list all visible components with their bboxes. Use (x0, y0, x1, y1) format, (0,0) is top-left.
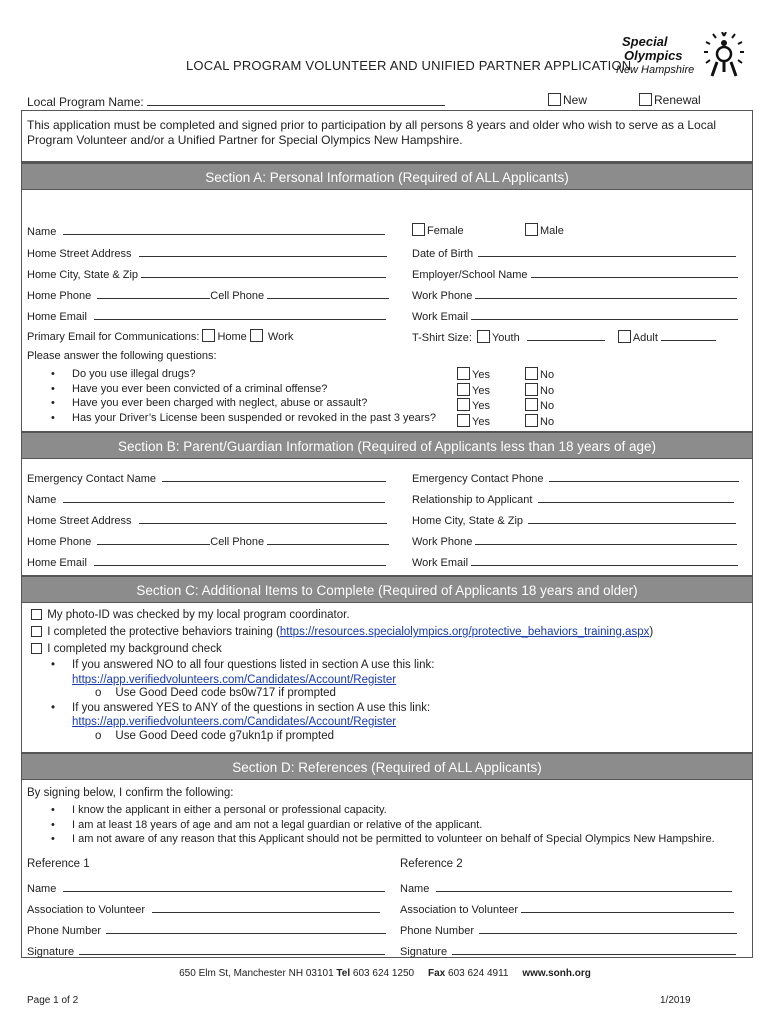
primary-work-checkbox[interactable] (250, 329, 263, 342)
phone-row (27, 287, 389, 302)
primary-home-label: Home (217, 331, 247, 343)
training-text: I completed the protective behaviors training ( (47, 626, 280, 638)
female-label: Female (427, 225, 464, 237)
ref1-phone-row (27, 922, 386, 937)
yes-column (457, 367, 490, 429)
section-a-header: Section A: Personal Information (Required of ALL Applicants) (21, 163, 753, 190)
yes-label: Yes (472, 415, 490, 428)
new-checkbox[interactable] (548, 93, 561, 106)
local-program-input[interactable] (147, 94, 445, 106)
q2-yes-checkbox[interactable] (457, 383, 470, 396)
new-label: New (563, 93, 588, 107)
local-program-label: Local Program Name: (27, 95, 144, 109)
guardian-home-email-label: Home Email (27, 557, 87, 569)
guardian-name-input[interactable] (63, 491, 385, 503)
confirm-list (27, 803, 715, 847)
guardian-street-row (27, 512, 387, 527)
guardian-work-phone-input[interactable] (475, 533, 737, 545)
code1-text: Use Good Deed code bs0w717 if prompted (115, 687, 336, 699)
logo-figure-icon (702, 32, 746, 80)
home-phone-label: Home Phone (27, 290, 92, 302)
background-check-item (31, 643, 222, 655)
no-label: No (540, 415, 555, 428)
question-item: • Have you ever been convicted of a criminal offense? (27, 382, 447, 397)
no-column (525, 367, 554, 429)
home-email-label: Home Email (27, 311, 87, 323)
q2-no-checkbox[interactable] (525, 383, 538, 396)
city-input[interactable] (141, 266, 386, 278)
adult-checkbox[interactable] (618, 330, 631, 343)
renewal-label: Renewal (654, 93, 701, 107)
guardian-home-email-input[interactable] (94, 554, 386, 566)
ref1-association-input[interactable] (152, 901, 380, 913)
renewal-checkbox[interactable] (639, 93, 652, 106)
tshirt-label: T-Shirt Size: (412, 332, 472, 344)
guardian-home-phone-label: Home Phone (27, 536, 92, 548)
photo-id-text: My photo-ID was checked by my local program coordinator. (47, 609, 350, 621)
ref2-signature-row (400, 943, 736, 958)
guardian-phone-row (27, 533, 389, 548)
guardian-home-phone-input[interactable] (97, 533, 210, 545)
training-text-end: ) (649, 626, 654, 638)
emergency-phone-input[interactable] (549, 470, 739, 482)
yes-label: Yes (472, 400, 490, 412)
ref2-phone-label: Phone Number (400, 925, 474, 937)
logo-line-3: New Hampshire (616, 64, 695, 76)
no-label: No (540, 400, 555, 412)
verified-volunteers-link-2[interactable]: https://app.verifiedvolunteers.com/Candidates/Account/Register (72, 716, 397, 728)
ref1-phone-input[interactable] (106, 922, 386, 934)
confirm-item: • I am at least 18 years of age and am not a legal guardian or relative of the applicant. (27, 818, 715, 833)
no-answer-item (27, 658, 434, 687)
footer-tel: 603 624 1250 (352, 968, 415, 979)
confirm-item: • I know the applicant in either a personal or professional capacity. (27, 803, 715, 818)
work-email-label: Work Email (412, 311, 469, 323)
question-item: • Have you ever been charged with neglect, abuse or assault? (27, 396, 447, 411)
dob-label: Date of Birth (412, 248, 474, 260)
code2-item: o Use Good Deed code g7ukn1p if prompted (95, 729, 335, 742)
ref1-association-label: Association to Volunteer (27, 904, 146, 916)
ref2-association-row (400, 901, 734, 916)
yes-label: Yes (472, 369, 490, 381)
emergency-name-input[interactable] (162, 470, 386, 482)
dob-row (412, 245, 736, 260)
q4-no-checkbox[interactable] (525, 414, 538, 427)
guardian-work-email-row (412, 554, 738, 569)
logo-line-2: Olympics (624, 48, 683, 63)
home-phone-input[interactable] (97, 287, 210, 299)
section-c-header: Section C: Additional Items to Complete (Required of Applicants 18 years and older) (21, 576, 753, 603)
q1-yes-checkbox[interactable] (457, 367, 470, 380)
ref2-association-input[interactable] (521, 901, 734, 913)
guardian-home-email-row (27, 554, 386, 569)
adult-label: Adult (632, 332, 658, 344)
work-phone-row (412, 287, 737, 302)
new-option (548, 93, 587, 107)
training-link[interactable]: https://resources.specialolympics.org/protective_behaviors_training.aspx (279, 626, 650, 638)
background-check-checkbox[interactable] (31, 643, 42, 654)
footer-fax-label: Fax (428, 968, 446, 979)
tshirt-row (412, 329, 716, 344)
home-email-input[interactable] (94, 308, 386, 320)
emergency-name-row (27, 470, 386, 485)
question-item: • Has your Driver’s License been suspended or revoked in the past 3 years? (27, 411, 447, 426)
confirm-text: By signing below, I confirm the following: (27, 787, 234, 799)
footer-fax: 603 624 4911 (448, 968, 509, 979)
ref2-association-label: Association to Volunteer (400, 904, 519, 916)
background-instructions (27, 658, 434, 743)
reference-1-title: Reference 1 (27, 858, 90, 870)
training-item (31, 626, 653, 638)
cell-phone-input[interactable] (267, 287, 389, 299)
guardian-street-label: Home Street Address (27, 515, 132, 527)
city-label: Home City, State & Zip (27, 269, 139, 281)
intro-text: This application must be completed and signed prior to participation by all persons 8 years and older who wish to serve as a Local Program Volunteer and/or a Unified Partner for Special Olympics New Hampshire. (27, 118, 717, 147)
city-row (27, 266, 386, 281)
ref1-name-row (27, 880, 385, 895)
yes-answer-item (27, 701, 434, 730)
footer-contact (0, 968, 770, 979)
employer-label: Employer/School Name (412, 269, 528, 281)
photo-id-checkbox[interactable] (31, 609, 42, 620)
ref1-signature-input[interactable] (79, 943, 385, 955)
code1-item: o Use Good Deed code bs0w717 if prompted (95, 687, 336, 699)
ref2-name-row (400, 880, 732, 895)
local-program-row (27, 94, 445, 109)
guardian-name-label: Name (27, 494, 57, 506)
guardian-city-row (412, 512, 736, 527)
ref1-signature-label: Signature (27, 946, 75, 958)
ref2-signature-input[interactable] (452, 943, 736, 955)
verified-volunteers-link-1[interactable]: https://app.verifiedvolunteers.com/Candidates/Account/Register (72, 673, 397, 686)
primary-home-checkbox[interactable] (202, 329, 215, 342)
male-checkbox[interactable] (525, 223, 538, 236)
ref1-phone-label: Phone Number (27, 925, 101, 937)
guardian-name-row (27, 491, 385, 506)
employer-row (412, 266, 738, 281)
relationship-row (412, 491, 734, 506)
work-email-row (412, 308, 738, 323)
primary-email-row (27, 329, 293, 343)
ref1-name-input[interactable] (63, 880, 385, 892)
cell-phone-label: Cell Phone (210, 290, 265, 302)
guardian-cell-phone-label: Cell Phone (210, 536, 265, 548)
section-d-header: Section D: References (Required of ALL Applicants) (21, 753, 753, 780)
no-label: No (540, 384, 555, 397)
employer-input[interactable] (531, 266, 738, 278)
yes-label: Yes (472, 384, 490, 397)
training-checkbox[interactable] (31, 626, 42, 637)
street-row (27, 245, 387, 260)
ref1-name-label: Name (27, 883, 57, 895)
adult-size-input[interactable] (661, 329, 716, 341)
female-option (412, 223, 464, 237)
relationship-input[interactable] (538, 491, 734, 503)
relationship-label: Relationship to Applicant (412, 494, 533, 506)
primary-email-label: Primary Email for Communications: (27, 331, 200, 343)
section-b-header: Section B: Parent/Guardian Information (Required of Applicants less than 18 years of age) (21, 432, 753, 459)
work-phone-label: Work Phone (412, 290, 473, 302)
yes-answer-text: If you answered YES to ANY of the questions in section A use this link: (72, 701, 431, 714)
q3-yes-checkbox[interactable] (457, 398, 470, 411)
guardian-city-input[interactable] (528, 512, 736, 524)
emergency-phone-label: Emergency Contact Phone (412, 473, 544, 485)
male-label: Male (540, 225, 564, 237)
ref2-signature-label: Signature (400, 946, 448, 958)
q4-yes-checkbox[interactable] (457, 414, 470, 427)
question-item: • Do you use illegal drugs? (27, 367, 447, 382)
special-olympics-logo (614, 32, 754, 80)
guardian-work-phone-label: Work Phone (412, 536, 473, 548)
youth-size-input[interactable] (527, 329, 605, 341)
footer-address: 650 Elm St, Manchester NH 03101 (179, 968, 334, 979)
q3-no-checkbox[interactable] (525, 398, 538, 411)
photo-id-item (31, 609, 350, 621)
footer-web[interactable]: www.sonh.org (522, 968, 591, 979)
logo-line-1: Special (622, 34, 668, 49)
work-phone-input[interactable] (475, 287, 737, 299)
footer-tel-label: Tel (336, 968, 351, 979)
guardian-city-label: Home City, State & Zip (412, 515, 524, 527)
name-input[interactable] (63, 223, 385, 235)
questions-title: Please answer the following questions: (27, 350, 217, 362)
emergency-phone-row (412, 470, 739, 485)
revision-date: 1/2019 (660, 995, 691, 1006)
street-input[interactable] (139, 245, 387, 257)
home-email-row (27, 308, 386, 323)
form-title: LOCAL PROGRAM VOLUNTEER AND UNIFIED PARTNER APPLICATION (186, 58, 632, 73)
street-label: Home Street Address (27, 248, 132, 260)
code2-text: Use Good Deed code g7ukn1p if prompted (115, 729, 335, 742)
q1-no-checkbox[interactable] (525, 367, 538, 380)
male-option (525, 223, 564, 237)
guardian-street-input[interactable] (139, 512, 387, 524)
female-checkbox[interactable] (412, 223, 425, 236)
ref2-name-label: Name (400, 883, 430, 895)
emergency-name-label: Emergency Contact Name (27, 473, 156, 485)
questions-list (27, 367, 447, 425)
youth-label: Youth (491, 332, 520, 344)
ref2-phone-input[interactable] (479, 922, 737, 934)
ref1-association-row (27, 901, 380, 916)
youth-checkbox[interactable] (477, 330, 490, 343)
work-email-input[interactable] (471, 308, 738, 320)
name-row (27, 223, 385, 238)
confirm-item: • I am not aware of any reason that this Applicant should not be permitted to volunteer on behalf of Special Olympics New Hampshire. (27, 832, 715, 847)
renewal-option (639, 93, 701, 107)
name-label: Name (27, 226, 57, 238)
ref2-phone-row (400, 922, 737, 937)
ref1-signature-row (27, 943, 385, 958)
no-label: No (540, 369, 555, 381)
reference-2-title: Reference 2 (400, 858, 463, 870)
ref2-name-input[interactable] (436, 880, 732, 892)
no-answer-text: If you answered NO to all four questions listed in section A use this link: (72, 659, 435, 671)
dob-input[interactable] (478, 245, 736, 257)
guardian-work-email-label: Work Email (412, 557, 469, 569)
guardian-work-email-input[interactable] (471, 554, 738, 566)
page-number: Page 1 of 2 (27, 995, 79, 1006)
guardian-work-phone-row (412, 533, 737, 548)
primary-work-label: Work (267, 331, 294, 343)
guardian-cell-phone-input[interactable] (267, 533, 389, 545)
background-check-text: I completed my background check (47, 643, 222, 655)
